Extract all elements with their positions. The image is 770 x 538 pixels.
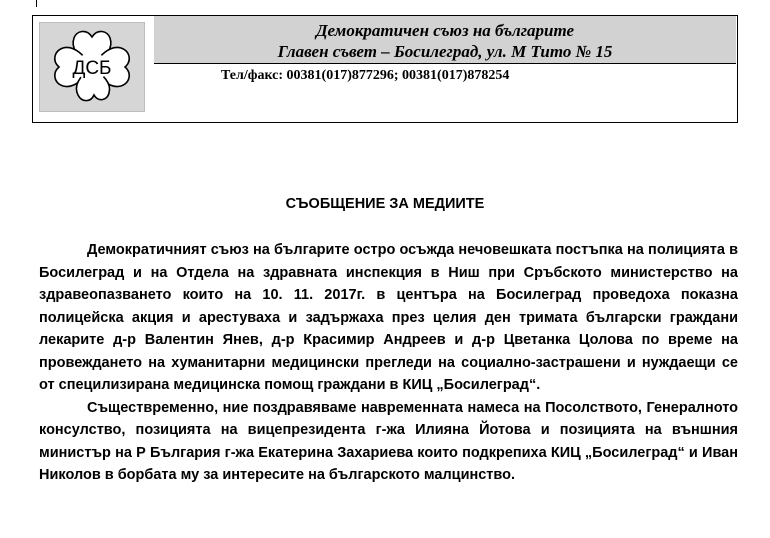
logo-cell xyxy=(33,16,155,121)
body-paragraph: Демократичният съюз на българите остро осъжда нечовешката постъпка на полицията в Босилеград и на Отдела на здравната инспекция в Ниш при Сръбското министерство на здравеопазването които на 10. 11. 2017г. в центъра на Босилеград проведоха показна полицейска акция и арестуваха и задържаха през целия ден тримата български граждани лекарите д-р Валентин Янев, д-р Красимир Андреев и д-р Цветанка Цолова по време на провеждането на хуманитарни медицински прегледи на социално-застрашени и нуждаещи се от специлизирана медицинска помощ граждани в КИЦ „Босилеград“. xyxy=(39,242,738,393)
body-paragraph: Съществременно, ние поздравяваме навременната намеса на Посолството, Генералното консулство, позицията на вицепрезидента г-жа Илияна Йотова и позицията на външния министър на Р България г-жа Екатерина Захариева които подкрепиха КИЦ „Босилеград“ и Иван Николов в борбата му за интересите на българското малцинство. xyxy=(39,399,738,483)
page-corner-mark xyxy=(36,0,37,7)
organization-name: Демократичен съюз на българите xyxy=(315,21,575,40)
logo-lettering: ДСБ xyxy=(72,58,112,79)
letterhead-title-band xyxy=(154,16,736,64)
organization-address: Главен съвет – Босилеград, ул. М Тито № 15 xyxy=(277,42,613,61)
document-body xyxy=(39,239,738,487)
letterhead-contact-band xyxy=(154,64,736,121)
contact-phone-fax: Тел/факс: 00381(017)877296; 00381(017)878254 xyxy=(221,68,510,83)
document-headline: СЪОБЩЕНИЕ ЗА МЕДИИТЕ xyxy=(285,196,485,212)
clover-logo-icon xyxy=(40,23,144,111)
letterhead xyxy=(32,15,738,123)
organization-logo xyxy=(39,22,145,112)
